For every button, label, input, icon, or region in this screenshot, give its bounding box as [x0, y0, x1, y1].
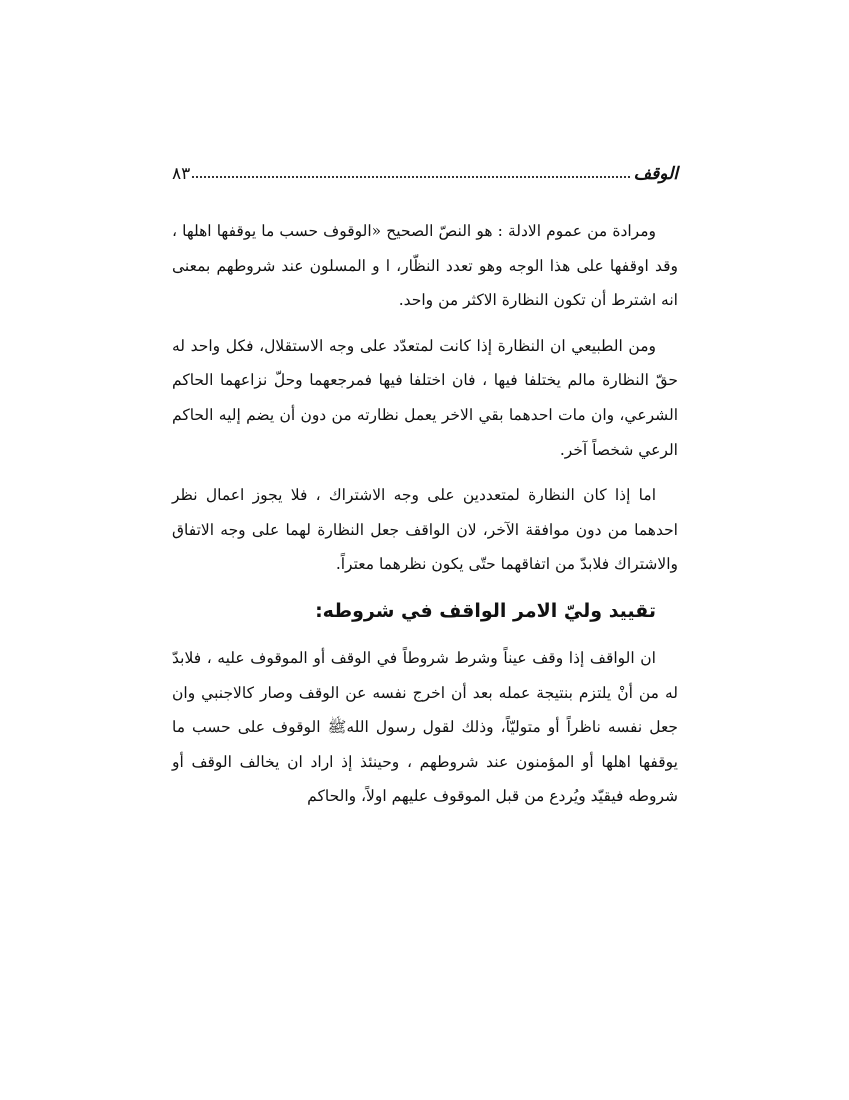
running-header: [172, 150, 678, 184]
page-body: [172, 214, 678, 825]
leader-dots: [192, 175, 629, 178]
page-number: ٨٣: [172, 164, 191, 184]
running-title: الوقف: [633, 164, 678, 184]
paragraph-3: اما إذا كان النظارة لمتعددين على وجه الاشتراك ، فلا يجوز اعمال نظر احدهما من دون موافقة الآخر، لان الواقف جعل النظارة لهما على وجه الاتفاق والاشتراك فلابدّ من اتفاقهما حتّى يكون نظرهما معتراً.: [172, 486, 678, 574]
paragraph-2: ومن الطبيعي ان النظارة إذا كانت لمتعدّد على وجه الاستقلال، فكل واحد له حقّ النظارة مالم يختلفا فيها ، فان اختلفا فيها فمرجعهما وحلّ نزاعهما الحاكم الشرعي، وان مات احدهما بقي الاخر يعمل نظارته من دون أن يضم إليه الحاكم الرعي شخصاً آخر.: [172, 336, 678, 459]
paragraph-1: ومرادة من عموم الادلة : هو النصّ الصحيح «الوقوف حسب ما يوقفها اهلها ، وقد اوقفها على هذا الوجه وهو تعدد النظّار، ا و المسلون عند شروطهم بمعنى انه اشترط أن تكون النظارة الاكثر من واحد.: [172, 222, 678, 310]
paragraph-4: ان الواقف إذا وقف عيناً وشرط شروطاً في الوقف أو الموقوف عليه ، فلابدّ له من أنْ يلتزم بنتيجة عمله بعد أن اخرج نفسه عن الوقف وصار كالاجنبي وان جعل نفسه ناظراً أو متوليّاً، وذلك لقول رسول اللهﷺ الوقوف على حسب ما يوقفها اهلها أو المؤمنون عند شروطهم ، وحينئذ إذ اراد ان يخالف الوقف أو شروطه فيقيّد ويُردع من قبل الموقوف عليهم اولاً، والحاكم: [172, 648, 678, 806]
section-heading: تقييد وليّ الامر الواقف في شروطه:: [315, 599, 656, 622]
